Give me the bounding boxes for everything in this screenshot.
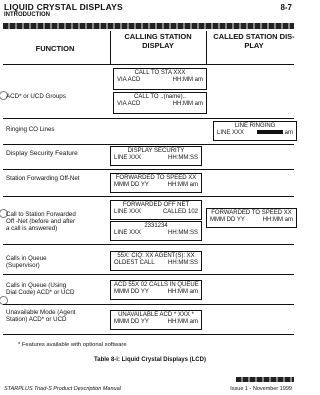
lcd-call-to-sta [113,68,207,90]
lcd-line: VIA ACD [117,101,141,107]
section-title: INTRODUCTION [4,12,50,18]
lcd-line: HH:MM:SS [168,155,198,161]
row-rule [3,274,294,275]
header-rule [3,23,294,29]
lcd-ciq-dial-code [110,280,202,300]
lcd-line: UNAVAILABLE ACD * XXX * [118,312,194,318]
lcd-call-to-name [113,92,207,114]
lcd-line: VIA ACD [117,77,141,83]
lcd-line: CALL TO STA XXX [134,70,186,76]
lcd-line: LINE XXX [114,155,142,161]
row-rule [3,196,294,197]
lcd-line: MMM DD YY [114,289,149,295]
lcd-line: LINE RINGING [234,123,276,129]
lcd-line: LINE XXX [217,130,245,136]
row-label-ciq-dial: Calls in Queue (Using Dial Code) ACD* or UCD [6,282,75,297]
row-rule [3,118,294,119]
lcd-line: am [284,130,293,136]
lcd-line: OLDEST CALL [114,260,155,266]
col-calling: CALLING STATION DISPLAY [124,32,192,50]
row-label-ciq-supervisor: Calls in Queue (Supervisor) [6,255,47,270]
lcd-line: FORWARDED OFF NET [122,202,190,208]
lcd-line: HH:MM:SS [168,230,198,236]
lcd-line-ringing [213,121,297,141]
col-called: CALLED STATION DIS- PLAY [213,32,295,50]
footnote: * Features available with optional software [18,342,127,348]
lcd-line: HH:MM am [167,289,198,295]
row-rule [3,144,294,145]
lcd-line: FORWARDED TO SPEED XX [211,210,292,216]
row-label-security: Display Security Feature [6,150,78,157]
lcd-ciq-supervisor [110,251,202,271]
lcd-line: ACD 55X 02 CALLS IN QUEUE [114,282,199,288]
lcd-called-forwarded [206,208,297,228]
lcd-line: HH:MM am [172,101,203,107]
lcd-line: HH:MM:SS [168,260,198,266]
table-rule [3,64,294,65]
lcd-line: HH:MM am [262,217,293,223]
row-label-ringing: Ringing CO Lines [6,126,55,133]
row-label-offnet: Call to Station Forwarded Off -Net (before and after a call is answered) [6,211,76,233]
lcd-line: 55X: CIQ: XX AGENT(S): XX [117,253,195,259]
lcd-line: HH:MM am [167,319,198,325]
lcd-forwarded-speed [110,173,202,193]
lcd-unavailable [110,310,202,330]
page-number: 8-7 [280,3,292,12]
row-rule [3,304,294,305]
row-label-unavailable: Unavailable Mode (Agent Station) ACD* or UCD [6,309,76,324]
footer-manual: STARPLUS Triad-S Product Description Manual [4,386,121,392]
lcd-forwarded-off-net [110,200,202,220]
lcd-line: 2331234 [144,223,168,229]
lcd-line: LINE XXX [114,230,142,236]
lcd-line: DISPLAY SECURITY [127,148,185,154]
lcd-line: HH:MM am [167,182,198,188]
row-rule [3,244,294,245]
lcd-line: CALL TO ..(name).. [134,94,186,100]
table-bottom-rule [3,334,294,335]
col-divider [110,31,111,64]
footer-issue: Issue 1 - November 1999 [230,386,292,392]
table-caption: Table 8-i: Liquid Crystal Displays (LCD) [94,357,206,363]
lcd-line: MMM DD YY [114,182,149,188]
row-label-acd: ACD* or UCD Groups [6,93,66,100]
page-title: LIQUID CRYSTAL DISPLAYS [4,2,123,12]
col-function: FUNCTION [35,44,75,53]
lcd-line: LINE XXX [114,209,142,215]
lcd-off-net-answered [110,221,202,241]
row-label-forwarding: Station Forwarding Off-Net [6,175,80,182]
lcd-line: MMM DD YY [114,319,149,325]
col-divider [206,31,207,64]
footer-rule [236,377,294,382]
redacted-bar [257,130,283,134]
lcd-line: CALLED 102 [162,209,198,215]
lcd-display-security [110,146,202,166]
lcd-line: MMM DD YY [210,217,245,223]
row-rule [3,169,294,170]
lcd-line: HH:MM am [172,77,203,83]
lcd-line: FORWARDED TO SPEED XX [115,175,197,181]
